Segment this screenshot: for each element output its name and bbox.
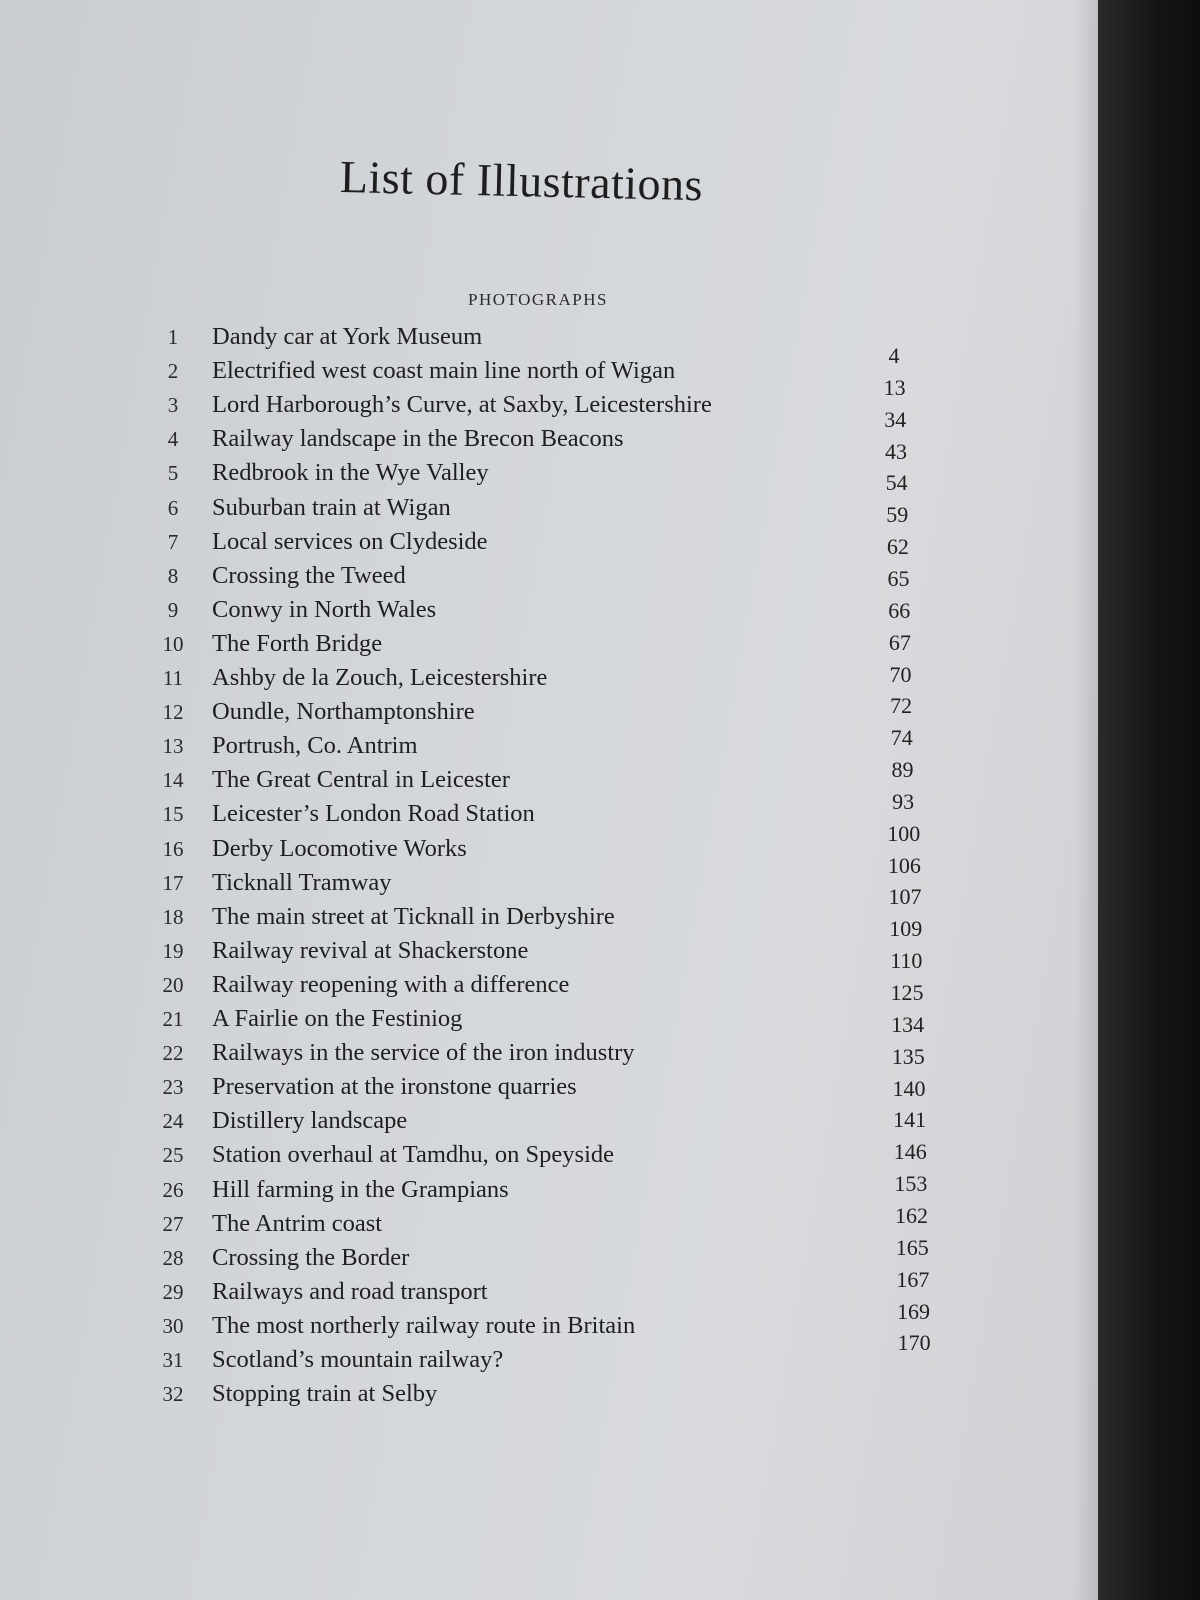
illustration-caption: Suburban train at Wigan bbox=[212, 493, 451, 521]
illustration-number: 1 bbox=[167, 325, 179, 349]
illustration-caption: The Great Central in Leicester bbox=[212, 766, 510, 794]
illustration-caption: A Fairlie on the Festiniog bbox=[212, 1005, 463, 1032]
illustration-caption: Leicester’s London Road Station bbox=[212, 800, 535, 828]
page-number: 167 bbox=[896, 1266, 930, 1292]
illustration-number: 25 bbox=[162, 1143, 184, 1168]
illustration-caption: Railway revival at Shackerstone bbox=[212, 936, 529, 964]
page-number: 141 bbox=[893, 1107, 927, 1133]
illustration-caption: Lord Harborough’s Curve, at Saxby, Leicestershire bbox=[212, 391, 712, 419]
illustration-number: 30 bbox=[162, 1313, 184, 1338]
illustration-caption: Railways and road transport bbox=[212, 1277, 488, 1305]
page-number: 153 bbox=[894, 1171, 928, 1197]
illustration-number: 14 bbox=[162, 768, 184, 793]
page-number: 72 bbox=[890, 693, 913, 719]
illustration-caption: Portrush, Co. Antrim bbox=[212, 732, 418, 760]
page-number: 13 bbox=[883, 374, 906, 400]
illustration-number: 10 bbox=[162, 631, 184, 656]
illustration-caption: Ashby de la Zouch, Leicestershire bbox=[212, 664, 548, 691]
illustration-caption: Local services on Clydeside bbox=[212, 527, 488, 555]
page-title: List of Illustrations bbox=[339, 151, 704, 211]
illustration-caption: Crossing the Tweed bbox=[212, 561, 406, 589]
illustration-number: 19 bbox=[162, 938, 184, 963]
illustration-caption: The Antrim coast bbox=[212, 1209, 383, 1237]
page-number: 65 bbox=[887, 565, 910, 591]
page-number: 146 bbox=[893, 1139, 927, 1165]
illustration-number: 20 bbox=[162, 972, 184, 997]
illustration-caption: The most northerly railway route in Britain bbox=[212, 1311, 636, 1339]
illustration-number: 9 bbox=[167, 597, 179, 622]
page-number: 169 bbox=[897, 1298, 930, 1324]
page-number: 134 bbox=[891, 1011, 925, 1037]
illustration-number: 8 bbox=[167, 563, 179, 588]
page-number: 135 bbox=[891, 1043, 925, 1069]
illustration-number: 26 bbox=[162, 1177, 184, 1202]
page-number: 170 bbox=[897, 1330, 931, 1356]
illustration-number: 27 bbox=[162, 1211, 184, 1236]
page-number: 106 bbox=[887, 852, 921, 878]
illustration-caption: Scotland’s mountain railway? bbox=[212, 1346, 504, 1373]
page-number: 67 bbox=[888, 629, 911, 655]
illustration-number: 17 bbox=[162, 870, 184, 895]
illustration-caption: Hill farming in the Grampians bbox=[212, 1175, 509, 1203]
illustration-number: 2 bbox=[167, 359, 179, 384]
illustration-number: 24 bbox=[162, 1109, 184, 1134]
illustration-number: 22 bbox=[162, 1041, 184, 1066]
illustration-caption: Distillery landscape bbox=[212, 1107, 408, 1135]
page-number: 54 bbox=[885, 470, 908, 496]
illustration-number: 3 bbox=[167, 393, 179, 418]
illustration-caption: Redbrook in the Wye Valley bbox=[212, 459, 489, 487]
illustration-caption: Stopping train at Selby bbox=[212, 1380, 438, 1408]
illustration-caption: Ticknall Tramway bbox=[212, 868, 392, 896]
illustration-number: 16 bbox=[162, 836, 184, 861]
illustration-caption: The Forth Bridge bbox=[212, 629, 383, 657]
page-number: 93 bbox=[892, 788, 915, 814]
illustration-caption: Station overhaul at Tamdhu, on Speyside bbox=[212, 1141, 615, 1169]
page-number: 162 bbox=[895, 1202, 929, 1228]
illustration-caption: Conwy in North Wales bbox=[212, 595, 437, 623]
page-number: 89 bbox=[891, 757, 914, 783]
illustration-number: 31 bbox=[162, 1348, 184, 1372]
illustration-number: 11 bbox=[162, 666, 184, 690]
illustration-caption: Railway reopening with a difference bbox=[212, 970, 570, 998]
illustration-number: 12 bbox=[162, 700, 184, 725]
page-number: 109 bbox=[889, 916, 923, 942]
page-number: 107 bbox=[888, 884, 922, 910]
illustration-number: 15 bbox=[162, 802, 184, 827]
dark-background-edge bbox=[1098, 0, 1200, 1600]
illustration-number: 28 bbox=[162, 1245, 184, 1270]
page-number: 43 bbox=[884, 438, 907, 464]
illustration-caption: Electrified west coast main line north of Wigan bbox=[212, 357, 676, 385]
illustration-caption: Dandy car at York Museum bbox=[212, 323, 483, 350]
illustration-number: 7 bbox=[167, 529, 179, 554]
illustration-number: 6 bbox=[167, 495, 179, 520]
page-number: 70 bbox=[889, 661, 912, 687]
illustration-number: 23 bbox=[162, 1075, 184, 1100]
illustration-caption: Preservation at the ironstone quarries bbox=[212, 1073, 577, 1101]
illustration-number: 4 bbox=[167, 427, 179, 452]
page-number: 59 bbox=[886, 502, 909, 528]
illustration-caption: Derby Locomotive Works bbox=[212, 834, 467, 862]
page-number: 74 bbox=[890, 725, 913, 751]
illustration-caption: Oundle, Northamptonshire bbox=[212, 698, 475, 726]
illustration-caption: Crossing the Border bbox=[212, 1243, 410, 1271]
page-number: 125 bbox=[890, 980, 924, 1005]
page-number: 100 bbox=[887, 820, 921, 846]
page-number: 165 bbox=[895, 1234, 929, 1260]
page-number: 4 bbox=[888, 343, 900, 368]
page-number: 66 bbox=[888, 597, 911, 623]
page-number: 140 bbox=[892, 1075, 926, 1101]
illustration-number: 13 bbox=[162, 734, 184, 759]
illustration-caption: Railway landscape in the Brecon Beacons bbox=[212, 425, 624, 453]
illustration-number: 32 bbox=[162, 1382, 184, 1407]
page-number: 62 bbox=[886, 534, 909, 560]
illustration-number: 21 bbox=[162, 1007, 184, 1031]
illustration-number: 29 bbox=[162, 1279, 184, 1304]
page-number: 110 bbox=[890, 948, 923, 974]
illustration-caption: The main street at Ticknall in Derbyshire bbox=[212, 902, 615, 930]
section-heading: PHOTOGRAPHS bbox=[468, 290, 608, 309]
page-number: 34 bbox=[884, 406, 907, 432]
illustration-number: 18 bbox=[162, 904, 184, 929]
illustration-caption: Railways in the service of the iron industry bbox=[212, 1039, 635, 1067]
illustration-number: 5 bbox=[167, 461, 179, 486]
